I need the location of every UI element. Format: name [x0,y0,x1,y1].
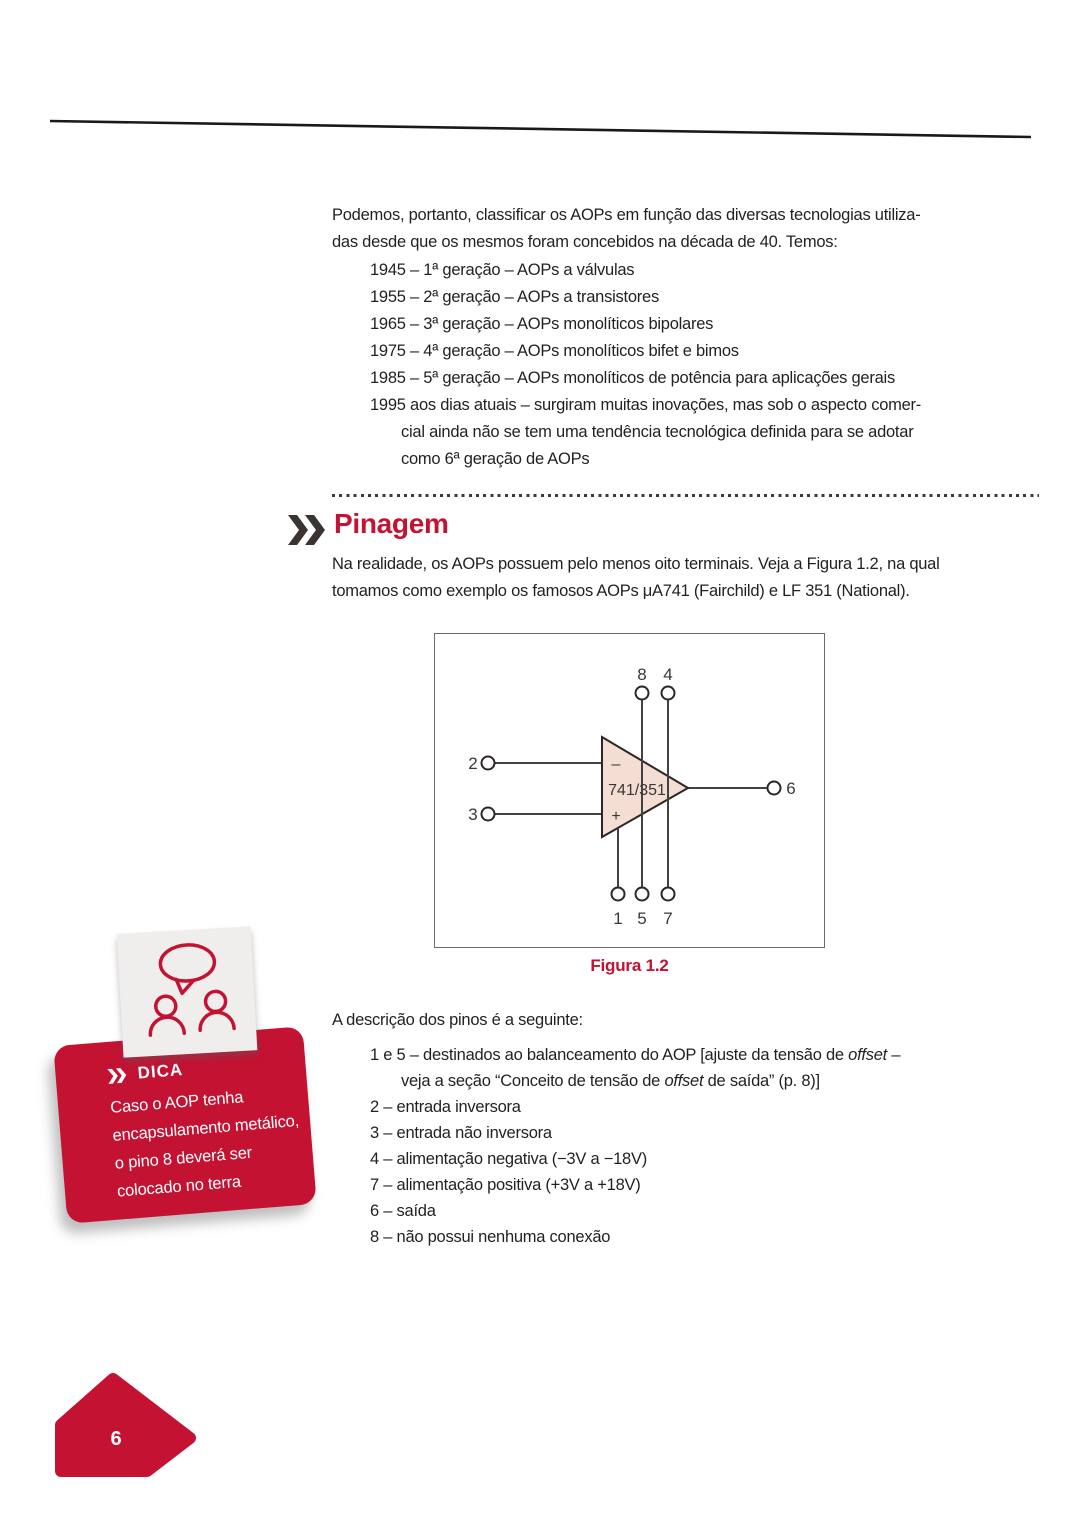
text-line: 1975 – 4ª geração – AOPs monolíticos bifet e bimos [370,342,739,360]
section-intro-paragraph [332,551,940,605]
opamp-schematic [435,634,823,946]
text-line: como 6ª geração de AOPs [401,450,590,468]
text-line: 1945 – 1ª geração – AOPs a válvulas [370,261,635,279]
pin-label-6: 6 [786,779,796,798]
pin-label-1: 1 [613,909,623,928]
tip-text [109,1079,304,1206]
pin-label-7: 7 [663,909,673,928]
text-line: veja a seção “Conceito de tensão de offset de saída” (p. 8)] [401,1072,820,1090]
tip-box [53,1026,316,1223]
text-line: 6 – saída [370,1202,436,1220]
intro-paragraph [332,202,920,256]
non-inverting-input-sign: + [611,808,621,825]
pin-description-heading: A descrição dos pinos é a seguinte: [332,1011,583,1029]
text-line: 1985 – 5ª geração – AOPs monolíticos de potência para aplicações gerais [370,369,895,387]
section-chevron-icon [288,515,328,545]
text-line: 3 – entrada não inversora [370,1124,552,1142]
figure-1-2-diagram [434,633,825,948]
text-line: tomamos como exemplo os famosos AOPs μA741 (Fairchild) e LF 351 (National). [332,582,910,600]
tip-chevron-icon [107,1067,128,1084]
section-divider [332,494,1039,497]
text-line: 4 – alimentação negativa (−3V a −18V) [370,1150,647,1168]
generations-list [370,257,921,473]
page-number: 6 [110,1428,122,1450]
text-line: 2 – entrada inversora [370,1098,521,1116]
text-line: 7 – alimentação positiva (+3V a +18V) [370,1176,641,1194]
pin-label-8: 8 [637,665,647,684]
pin-description-list [370,1042,900,1250]
top-rule [0,0,1092,160]
section-title: Pinagem [334,508,449,539]
pin-label-5: 5 [637,909,647,928]
pin-label-4: 4 [663,665,673,684]
pin-label-2: 2 [468,754,478,773]
text-line: 1955 – 2ª geração – AOPs a transistores [370,288,659,306]
text-line: 1995 aos dias atuais – surgiram muitas inovações, mas sob o aspecto comer- [370,396,922,414]
text-line: das desde que os mesmos foram concebidos na década de 40. Temos: [332,233,838,251]
opamp-part-label: 741/351 [608,782,666,799]
text-line: o pino 8 deverá ser [114,1143,253,1173]
text-line: 1965 – 3ª geração – AOPs monolíticos bipolares [370,315,714,333]
text-line: 8 – não possui nenhuma conexão [370,1228,611,1246]
text-line: Podemos, portanto, classificar os AOPs em função das diversas tecnologias utiliza- [332,206,921,224]
text-line: encapsulamento metálico, [111,1111,300,1145]
conversation-icon [117,926,258,1057]
tip-label: DICA [136,1060,184,1083]
sticky-note [117,926,258,1057]
text-line: colocado no terra [116,1172,242,1201]
page-number-marker [40,1363,210,1483]
text-line: 1 e 5 – destinados ao balanceamento do AOP [ajuste da tensão de offset – [370,1046,901,1064]
tip-heading [107,1060,184,1086]
text-line: Na realidade, os AOPs possuem pelo menos oito terminais. Veja a Figura 1.2, na qual [332,555,940,573]
figure-caption: Figura 1.2 [590,956,669,975]
text-line: cial ainda não se tem uma tendência tecnológica definida para se adotar [401,423,914,441]
inverting-input-sign: – [611,756,621,773]
text-line: Caso o AOP tenha [109,1088,244,1117]
pin-label-3: 3 [468,805,478,824]
